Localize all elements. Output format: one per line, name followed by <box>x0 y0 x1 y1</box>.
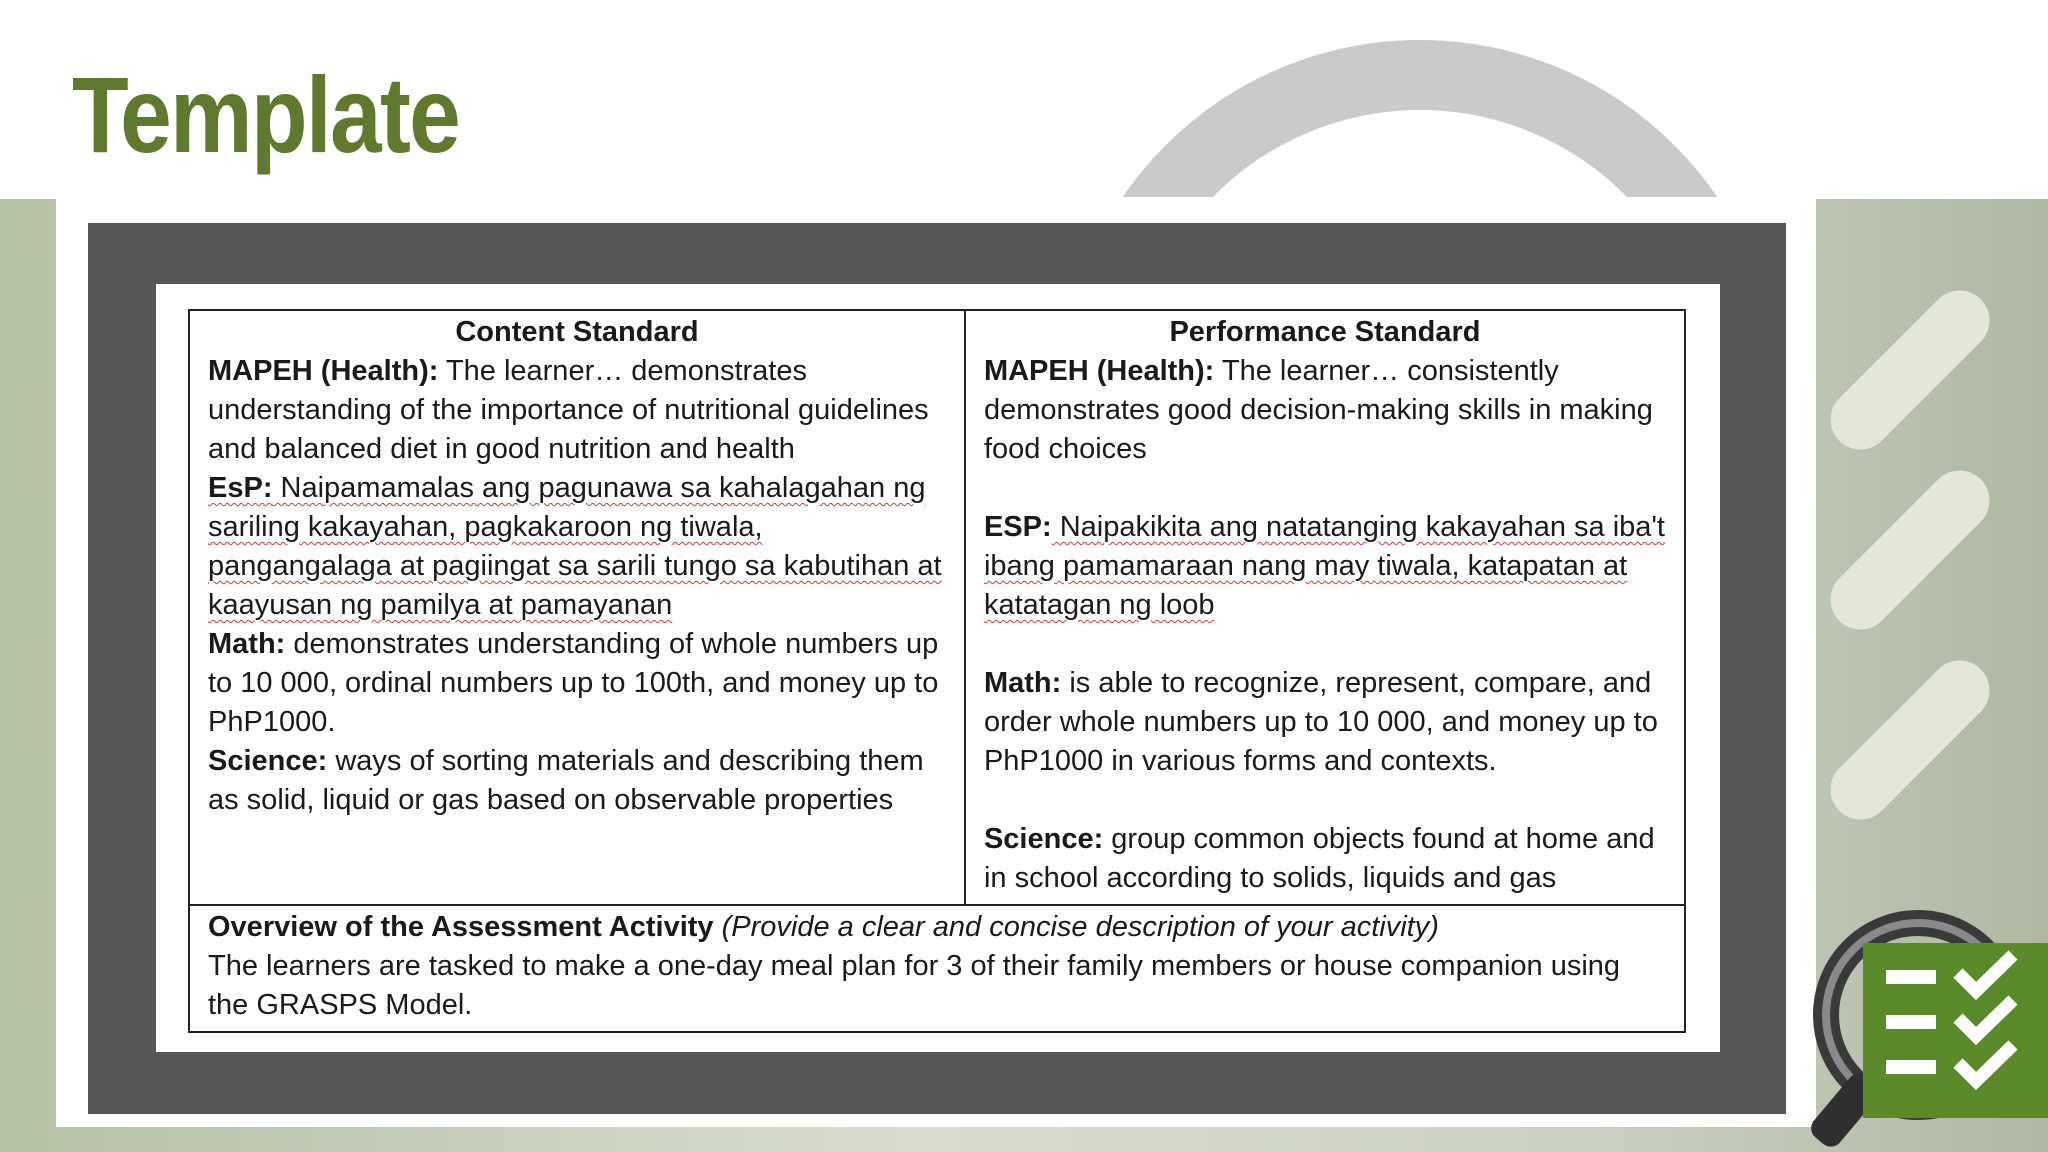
standards-table <box>188 309 1686 1033</box>
performance-math: Math: is able to recognize, represent, compare, and order whole numbers up to 10 000, and money up to PhP1000 in various forms and contexts. <box>983 667 1658 777</box>
performance-science: Science: group common objects found at home and in school according to solids, liquids and gas <box>983 823 1655 894</box>
content-esp: EsP: Naipamamalas ang pagunawa sa kahalagahan ng sariling kakayahan, pagkakaroon ng tiwala, pangangalaga at pagiingat sa sarili tungo sa kabutihan at kaayusan ng pamilya at pamayanan <box>208 472 942 621</box>
spacer <box>984 781 1666 820</box>
checklist-magnifier-icon <box>1808 895 2048 1152</box>
content-standard-header: Content Standard <box>455 316 699 348</box>
slide-title: Template <box>72 54 460 175</box>
content-standard-cell <box>189 310 965 905</box>
overview-cell <box>189 905 1685 1032</box>
spacer <box>984 469 1666 508</box>
content-mapeh: MAPEH (Health): The learner… demonstrates understanding of the importance of nutritional guidelines and balanced diet in good nutrition and health <box>208 355 929 465</box>
performance-esp: ESP: Naipakikita ang natatanging kakayahan sa iba't ibang pamamaraan nang may tiwala, katapatan at katatagan ng loob <box>983 511 1665 621</box>
content-math: Math: demonstrates understanding of whole numbers up to 10 000, ordinal numbers up to 100th, and money up to PhP1000. <box>208 628 939 738</box>
performance-standard-cell <box>965 310 1685 905</box>
spacer <box>984 625 1666 664</box>
content-science: Science: ways of sorting materials and describing them as solid, liquid or gas based on observable properties <box>208 745 924 816</box>
performance-mapeh: MAPEH (Health): The learner… consistently demonstrates good decision-making skills in making food choices <box>983 355 1653 465</box>
overview-text: The learners are tasked to make a one-day meal plan for 3 of their family members or house companion using the GRASPS Model. <box>208 950 1621 1021</box>
performance-standard-header: Performance Standard <box>1169 316 1481 348</box>
overview-heading: Overview of the Assessment Activity (Provide a clear and concise description of your activity) <box>208 911 1439 943</box>
